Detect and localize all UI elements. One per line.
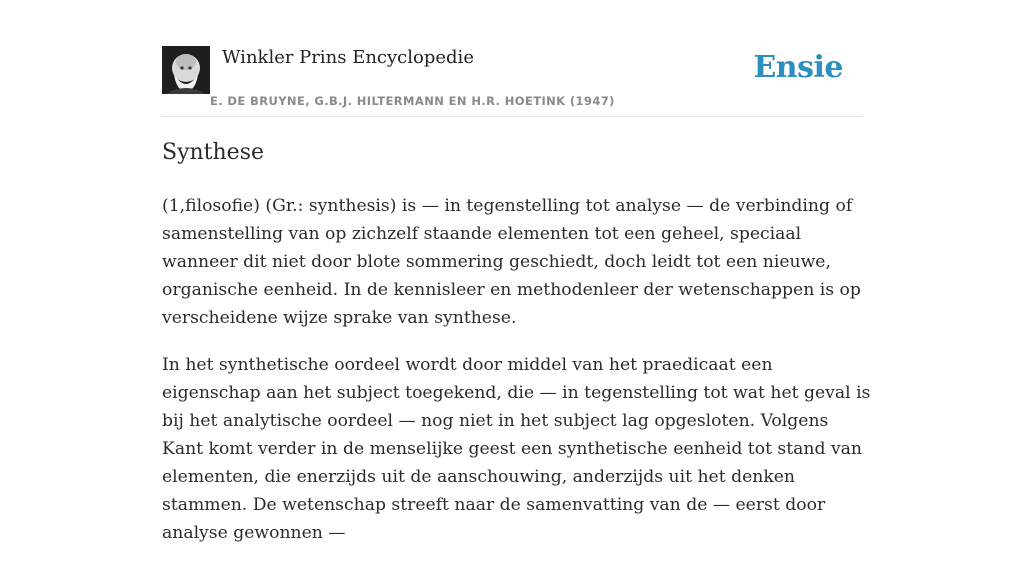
header bbox=[162, 46, 862, 117]
brand-logo[interactable]: Ensie bbox=[753, 50, 843, 85]
authors-line: E. DE BRUYNE, G.B.J. HILTERMANN EN H.R. HOETINK (1947) bbox=[210, 94, 615, 108]
article-body bbox=[162, 192, 874, 566]
site-title[interactable]: Winkler Prins Encyclopedie bbox=[222, 47, 474, 68]
portrait-icon bbox=[162, 46, 210, 94]
article-title: Synthese bbox=[162, 140, 265, 165]
paragraph: In het synthetische oordeel wordt door middel van het praedicaat een eigenschap aan het subject toegekend, die — in tegenstelling tot wat het geval is bij het analytische oordeel — nog niet in het subject lag opgesloten. Volgens Kant komt verder in de menselijke geest een synthetische eenheid tot stand van elementen, die enerzijds uit de aanschouwing, anderzijds uit het denken stammen. De wetenschap streeft naar de samenvatting van de — eerst door analyse gewonnen — bbox=[162, 355, 871, 543]
paragraph: (1,filosofie) (Gr.: synthesis) is — in tegenstelling tot analyse — de verbinding of samenstelling van op zichzelf staande elementen tot een geheel, speciaal wanneer dit niet door blote sommering geschiedt, doch leidt tot een nieuwe, organische eenheid. In de kennisleer en methodenleer der wetenschappen is op verscheidene wijze sprake van synthese. bbox=[162, 196, 861, 328]
author-avatar[interactable] bbox=[162, 46, 210, 94]
